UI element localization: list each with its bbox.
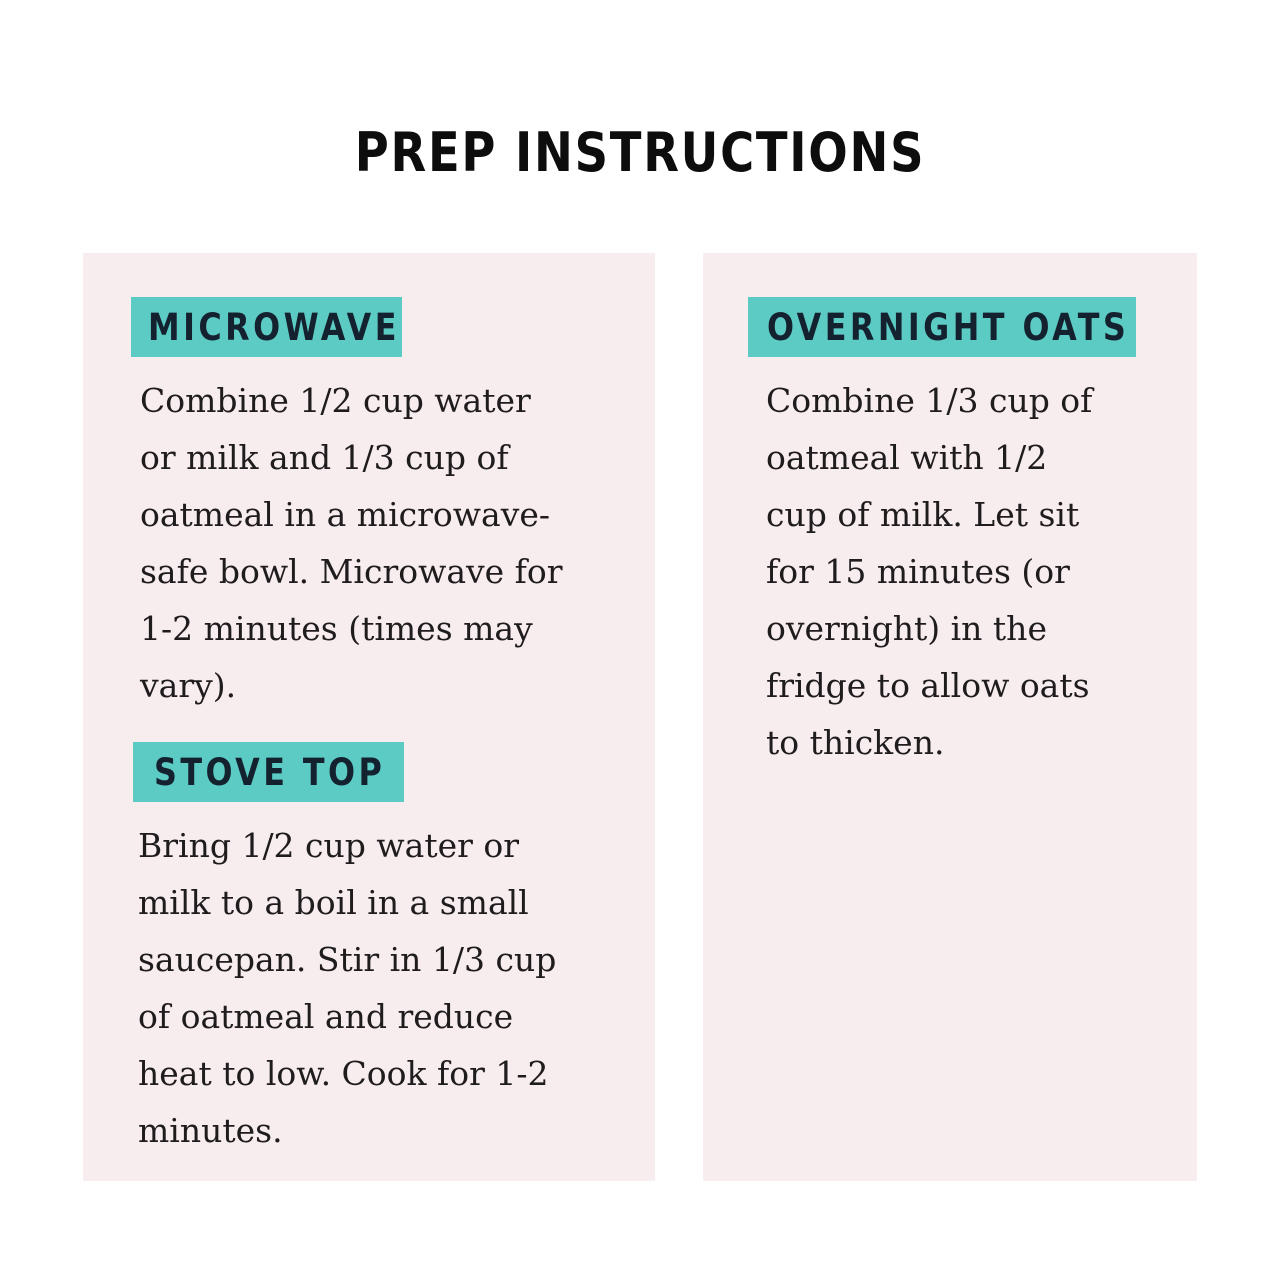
instruction-line: safe bowl. Microwave for [140, 552, 563, 591]
instruction-line: overnight) in the [766, 609, 1047, 648]
instruction-line: minutes. [138, 1111, 283, 1150]
overnight-oats-heading-tag [748, 297, 1136, 357]
instruction-line: or milk and 1/3 cup of [140, 438, 509, 477]
instruction-line: saucepan. Stir in 1/3 cup [138, 940, 557, 979]
instruction-line: 1-2 minutes (times may [140, 609, 533, 648]
instruction-line: Combine 1/3 cup of [766, 381, 1093, 420]
microwave-instructions [140, 372, 563, 714]
stove-top-heading-tag [133, 742, 404, 802]
instruction-line: milk to a boil in a small [138, 883, 529, 922]
microwave-heading: MICROWAVE [148, 305, 400, 349]
instruction-line: cup of milk. Let sit [766, 495, 1080, 534]
instruction-line: Combine 1/2 cup water [140, 381, 531, 420]
overnight-oats-instructions [766, 372, 1092, 771]
instruction-line: vary). [140, 666, 237, 705]
instruction-line: fridge to allow oats [766, 666, 1090, 705]
stove-top-heading: STOVE TOP [154, 750, 386, 794]
instruction-line: for 15 minutes (or [766, 552, 1070, 591]
instruction-line: oatmeal in a microwave- [140, 495, 551, 534]
instruction-line: to thicken. [766, 723, 945, 762]
instruction-line: oatmeal with 1/2 [766, 438, 1048, 477]
page-title: PREP INSTRUCTIONS [354, 121, 926, 184]
microwave-heading-tag [131, 297, 402, 357]
instruction-line: Bring 1/2 cup water or [138, 826, 520, 865]
instruction-line: of oatmeal and reduce [138, 997, 514, 1036]
instruction-line: heat to low. Cook for 1-2 [138, 1054, 549, 1093]
overnight-oats-heading: OVERNIGHT OATS [767, 305, 1130, 349]
stove-top-instructions [138, 817, 556, 1159]
